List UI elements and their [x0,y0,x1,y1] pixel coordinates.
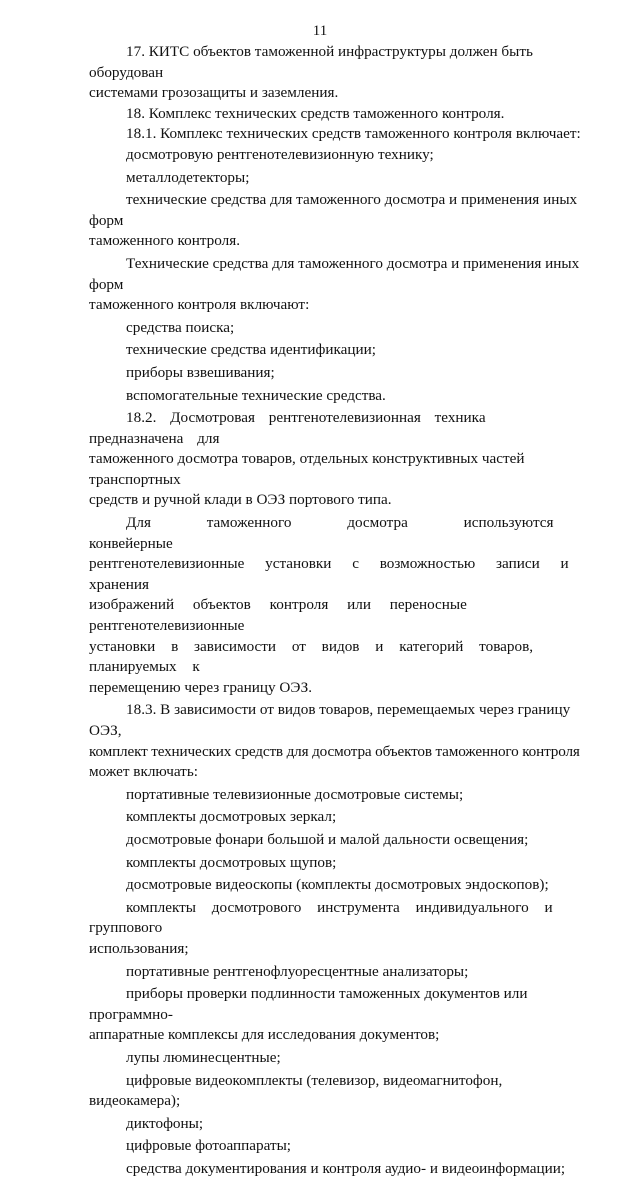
text-line: рентгенотелевизионные установки с возможностью записи и хранения [89,555,569,593]
document-body [89,42,589,1179]
text-line: 18. Комплекс технических средств таможенного контроля. [126,104,505,122]
text-line: вспомогательные технические средства. [126,386,386,404]
text-line: системами грозозащиты и заземления. [89,84,339,102]
text-line: 18.3. В зависимости от видов товаров, перемещаемых через границу ОЭЗ, [89,701,571,739]
text-line: изображений объектов контроля или переносные рентгенотелевизионные [89,596,467,635]
text-line: комплекты досмотрового инструмента индивидуального и группового [89,898,553,937]
text-line: технические средства для таможенного досмотра и применения иных форм [89,191,578,229]
text-line: лупы люминесцентные; [126,1048,281,1066]
text-line: аппаратные комплексы для исследования документов; [89,1026,440,1044]
text-line: диктофоны; [126,1114,204,1132]
text-line: 18.2. Досмотровая рентгенотелевизионная техника предназначена для [89,409,486,447]
text-line: средств и ручной клади в ОЭЗ портового типа. [89,491,392,509]
text-line: комплекты досмотровых зеркал; [126,808,337,826]
text-line: таможенного контроля. [89,232,241,250]
text-line: технические средства идентификации; [126,341,377,359]
text-line: приборы взвешивания; [126,363,275,381]
text-line: портативные телевизионные досмотровые системы; [126,785,464,803]
text-line: таможенного контроля включают: [89,296,310,314]
text-line: цифровые видеокомплекты (телевизор, видеомагнитофон, видеокамера); [89,1071,503,1110]
text-line: может включать: [89,763,198,781]
text-line: 17. КИТС объектов таможенной инфраструктуры должен быть оборудован [89,43,533,81]
text-line: использования; [89,939,189,957]
text-line: портативные рентгенофлуоресцентные анализаторы; [126,962,469,980]
text-line: Для таможенного досмотра используются конвейерные [89,514,554,552]
text-line: таможенного досмотра товаров, отдельных конструктивных частей транспортных [89,450,525,488]
text-line: приборы проверки подлинности таможенных документов или программно- [89,985,528,1023]
text-line: металлодетекторы; [126,168,250,186]
text-line: досмотровые фонари большой и малой дальности освещения; [126,830,529,848]
text-line: комплекты досмотровых щупов; [126,853,337,871]
text-line: Технические средства для таможенного досмотра и применения иных форм [89,254,580,293]
text-line: досмотровые видеоскопы (комплекты досмотровых эндоскопов); [126,876,549,894]
page-number: 11 [312,23,328,39]
text-line: 18.1. Комплекс технических средств таможенного контроля включает: [126,125,581,143]
text-line: перемещению через границу ОЭЗ. [89,678,313,696]
text-line: средства документирования и контроля аудио- и видеоинформации; [126,1159,566,1177]
text-line: установки в зависимости от видов и категорий товаров, планируемых к [89,637,534,676]
text-line: цифровые фотоаппараты; [126,1137,292,1155]
text-line: средства поиска; [126,318,235,336]
text-line: комплект технических средств для досмотра объектов таможенного контроля [89,742,580,760]
text-line: досмотровую рентгенотелевизионную технику; [126,145,434,163]
